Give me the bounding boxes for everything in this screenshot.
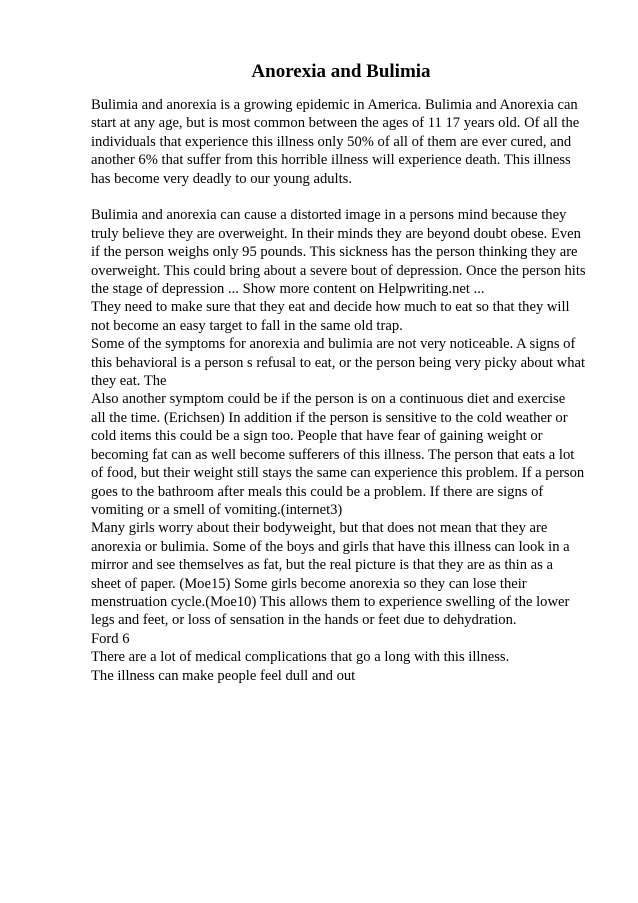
paragraph-gap — [91, 188, 591, 206]
text-line: the stage of depression ... Show more content on Helpwriting.net ... — [91, 281, 485, 298]
text-line: cold items this could be a sign too. People that have fear of gaining weight or — [91, 428, 543, 445]
document-body — [91, 96, 591, 685]
text-line: Some of the symptoms for anorexia and bulimia are not very noticeable. A signs of — [91, 336, 576, 353]
text-line: truly believe they are overweight. In their minds they are beyond doubt obese. Even — [91, 225, 581, 242]
text-line: anorexia or bulimia. Some of the boys and girls that have this illness can look in a — [91, 538, 570, 555]
text-line: menstruation cycle.(Moe10) This allows them to experience swelling of the lower — [91, 593, 570, 610]
text-line: not become an easy target to fall in the same old trap. — [91, 317, 403, 334]
text-line: this behavioral is a person s refusal to eat, or the person being very picky about what — [91, 354, 586, 371]
text-line: all the time. (Erichsen) In addition if the person is sensitive to the cold weather or — [91, 409, 568, 426]
text-line: Many girls worry about their bodyweight, but that does not mean that they are — [91, 520, 548, 537]
text-line: another 6% that suffer from this horrible illness will experience death. This illness — [91, 152, 571, 169]
text-line: becoming fat can as well become sufferers of this illness. The person that eats a lot — [91, 446, 575, 463]
text-line: They need to make sure that they eat and decide how much to eat so that they will — [91, 299, 570, 316]
text-line: if the person weighs only 95 pounds. This sickness has the person thinking they are — [91, 244, 578, 261]
text-line: individuals that experience this illness only 50% of all of them are ever cured, and — [91, 133, 572, 150]
text-line: sheet of paper. (Moe15) Some girls become anorexia so they can lose their — [91, 575, 527, 592]
text-line: There are a lot of medical complications that go a long with this illness. — [91, 649, 510, 666]
text-line: mirror and see themselves as fat, but the real picture is that they are as thin as a — [91, 557, 553, 574]
text-line: The illness can make people feel dull and out — [91, 667, 356, 684]
text-line: vomiting or a smell of vomiting.(internet3) — [91, 501, 343, 518]
text-line: has become very deadly to our young adults. — [91, 170, 352, 187]
text-line: overweight. This could bring about a severe bout of depression. Once the person hits — [91, 262, 586, 279]
text-line: Ford 6 — [91, 630, 130, 647]
text-line: legs and feet, or loss of sensation in the hands or feet due to dehydration. — [91, 612, 517, 629]
text-line: of food, but their weight still stays the same can experience this problem. If a person — [91, 465, 585, 482]
text-line: start at any age, but is most common between the ages of 11 17 years old. Of all the — [91, 115, 580, 132]
text-line: Bulimia and anorexia is a growing epidemic in America. Bulimia and Anorexia can — [91, 97, 578, 113]
text-line: Bulimia and anorexia can cause a distorted image in a persons mind because they — [91, 207, 567, 224]
text-line: Also another symptom could be if the person is on a continuous diet and exercise — [91, 391, 566, 408]
paragraph — [91, 96, 591, 188]
document-title: Anorexia and Bulimia — [251, 61, 431, 82]
paragraph — [91, 206, 591, 685]
text-line: they eat. The — [91, 373, 167, 390]
text-line: goes to the bathroom after meals this could be a problem. If there are signs of — [91, 483, 544, 500]
